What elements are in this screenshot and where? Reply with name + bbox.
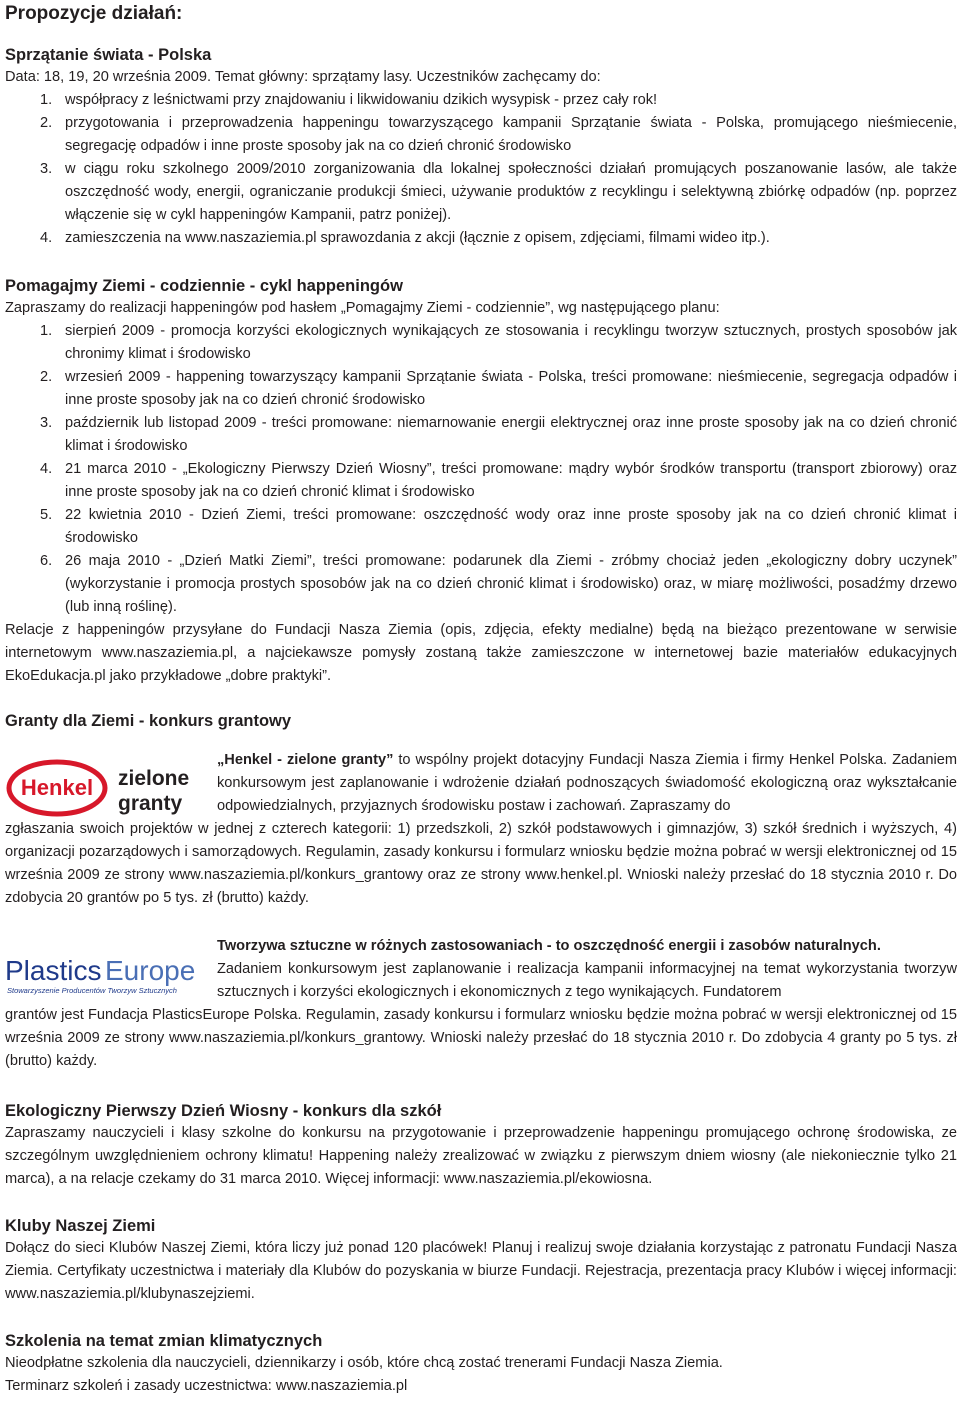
plastics-text-b: grantów jest Fundacja PlasticsEurope Polska. Regulamin, zasady konkursu i formularz wniosku będzie można pobrać w wersji elektronicznej od 15 września 2009 ze strony www.naszaziemia.pl/konkurs_grantowy. Wnioski należy przesłać do 18 stycznia 2010 r. Do zdobycia 4 granty po 5 tys. zł (brutto) każdy. (5, 1007, 957, 1069)
item-text: wrzesień 2009 - happening towarzyszący kampanii Sprzątanie świata - Polska, treści promowane: nieśmiecenie, segregacja odpadów i inne proste sposoby jak na co dzień chronić środowisko (65, 369, 957, 408)
section-intro: Zapraszamy do realizacji happeningów pod hasłem „Pomagajmy Ziemi - codziennie”, wg następującego planu: (5, 300, 720, 316)
numbered-list (5, 320, 957, 619)
plastics-text-a: Zadaniem konkursowym jest zaplanowanie i realizacja kampanii informacyjnej na temat wykorzystania tworzyw sztucznych i korzyści ekologicznych i ekonomicznych z tego wynikających. Fundatorem (217, 961, 957, 1000)
plastics-europe-logo (5, 950, 205, 1000)
item-text: 26 maja 2010 - „Dzień Matki Ziemi”, treści promowane: podarunek dla Ziemi - zróbmy chociaż jeden „ekologiczny dobry uczynek” (wykorzystanie i promocja prostych sposobów jak na co dzień chronić klimat i środowisko) oraz, w miarę możliwości, posadźmy drzewo (lub inną roślinę). (65, 553, 957, 615)
item-number: 1. (40, 92, 53, 108)
section-heading: Szkolenia na temat zmian klimatycznych (5, 1332, 323, 1350)
item-number: 4. (40, 230, 53, 246)
item-number: 6. (40, 553, 53, 569)
item-number: 2. (40, 369, 53, 385)
item-number: 4. (40, 461, 53, 477)
svg-text:Plastics: Plastics (5, 955, 102, 986)
list-item (5, 458, 957, 504)
section-heading: Ekologiczny Pierwszy Dzień Wiosny - konkurs dla szkół (5, 1102, 442, 1120)
section-ekowiosna (5, 1100, 957, 1191)
item-text: zamieszczenia na www.naszaziemia.pl sprawozdania z akcji (łącznie z opisem, zdjęciami, filmami wideo itp.). (65, 230, 770, 246)
henkel-zielone-granty-logo (5, 758, 205, 818)
list-item (5, 89, 957, 112)
item-number: 3. (40, 415, 53, 431)
svg-text:granty: granty (118, 792, 183, 815)
section-heading: Granty dla Ziemi - konkurs grantowy (5, 712, 292, 730)
item-text: sierpień 2009 - promocja korzyści ekologicznych wynikających ze stosowania i recyklingu tworzyw sztucznych, prostych sposobów jak chronimy klimat i środowisko (65, 323, 957, 362)
item-number: 5. (40, 507, 53, 523)
section-heading: Pomagajmy Ziemi - codziennie - cykl happeningów (5, 277, 403, 295)
plastics-europe-logo-icon (5, 950, 205, 1000)
henkel-text-a: to wspólny projekt dotacyjny Fundacji Nasza Ziemia i firmy Henkel Polska. Zadaniem konkursowym jest zaplanowanie i wdrożenie działań podnoszących świadomość ekologiczną oraz wykształcanie odpowiedzialnych, przyjaznych środowisku postaw i zachowań. Zapraszamy do (217, 752, 958, 814)
section-text: Dołącz do sieci Klubów Naszej Ziemi, która liczy już ponad 120 placówek! Planuj i realizuj swoje działania korzystając z patronatu Fundacji Nasza Ziemia. Certyfikaty uczestnictwa i materiały dla Klubów do pozyskania w biurze Fundacji. Rejestracja, prezentacja pracy Klubów i więcej informacji: www.naszaziemia.pl/klubynaszejziemi. (5, 1240, 957, 1302)
list-item (5, 550, 957, 619)
section-granty (5, 710, 957, 1073)
svg-text:Henkel: Henkel (20, 775, 94, 800)
item-text: w ciągu roku szkolnego 2009/2010 zorganizowania dla lokalnej społeczności działań promujących poszanowanie lasów, ale także oszczędność wody, energii, ograniczanie produkcji śmieci, używanie produktów z recyklingu i selektywną zbiórkę odpadów (np. poprzez włączenie się w cykl happeningów Kampanii, patrz poniżej). (65, 161, 957, 223)
section-text-line1: Nieodpłatne szkolenia dla nauczycieli, dziennikarzy i osób, które chcą zostać trenerami Fundacji Nasza Ziemia. (5, 1355, 723, 1371)
section-intro: Data: 18, 19, 20 września 2009. Temat główny: sprzątamy lasy. Uczestników zachęcamy do: (5, 69, 601, 85)
item-text: współpracy z leśnictwami przy znajdowaniu i likwidowaniu dzikich wysypisk - przez cały rok! (65, 92, 658, 108)
section-heading: Sprzątanie świata - Polska (5, 46, 212, 64)
list-item (5, 320, 957, 366)
section-kluby (5, 1215, 957, 1306)
item-text: 22 kwietnia 2010 - Dzień Ziemi, treści promowane: oszczędność wody oraz inne proste sposoby jak na co dzień chronić klimat i środowisko (65, 507, 957, 546)
henkel-lead: „Henkel - zielone granty” (217, 752, 394, 768)
plastics-lead: Tworzywa sztuczne w różnych zastosowaniach - to oszczędność energii i zasobów naturalnych. (217, 938, 881, 954)
section-outro: Relacje z happeningów przysyłane do Fundacji Nasza Ziemia (opis, zdjęcia, efekty medialne) będą na bieżąco prezentowane w serwisie internetowym www.naszaziemia.pl, a najciekawsze pomysły zostaną także zamieszczone w internetowej bazie materiałów edukacyjnych EkoEdukacja.pl jako przykładowe „dobre praktyki”. (5, 622, 957, 684)
document-page (5, 0, 958, 1394)
section-text-line2: Terminarz szkoleń i zasady uczestnictwa: www.naszaziemia.pl (5, 1378, 408, 1394)
item-text: październik lub listopad 2009 - treści promowane: niemarnowanie energii elektrycznej oraz inne proste sposoby jak na co dzień chronić klimat i środowisko (65, 415, 957, 454)
numbered-list (5, 89, 957, 250)
list-item (5, 112, 957, 158)
henkel-logo-icon (5, 758, 205, 818)
henkel-text-b: zgłaszania swoich projektów w jednej z czterech kategorii: 1) przedszkoli, 2) szkół podstawowych i gimnazjów, 3) szkół średnich i wyższych, 4) organizacji pozarządowych i samorządowych. Regulamin, zasady konkursu i formularz wniosku będzie można pobrać w wersji elektronicznej od 15 września 2009 ze strony www.naszaziemia.pl/konkurs_grantowy oraz ze strony www.henkel.pl. Wnioski należy przesłać do 18 stycznia 2010 r. Do zdobycia 20 grantów po 5 tys. zł (brutto) każdy. (5, 821, 957, 906)
section-happeningi (5, 275, 957, 688)
svg-text:zielone: zielone (118, 767, 190, 790)
item-number: 3. (40, 161, 53, 177)
page-title: Propozycje działań: (5, 3, 183, 24)
item-text: przygotowania i przeprowadzenia happeningu towarzyszącego kampanii Sprzątanie świata - Polska, promującego nieśmiecenie, segregację odpadów i inne proste sposoby jak na co dzień chronić środowisko (65, 115, 957, 154)
section-heading: Kluby Naszej Ziemi (5, 1217, 156, 1235)
item-number: 1. (40, 323, 53, 339)
section-text: Zapraszamy nauczycieli i klasy szkolne do konkursu na przygotowanie i przeprowadzenie happeningu promującego ochronę środowiska, ze szczególnym uwzględnieniem ochrony klimatu! Happening należy zrealizować w związku z pierwszym dniem wiosny (ale niekoniecznie tylko 21 marca), a na relacje czekamy do 31 marca 2010. Więcej informacji: www.naszaziemia.pl/ekowiosna. (5, 1125, 957, 1187)
list-item (5, 412, 957, 458)
list-item (5, 366, 957, 412)
list-item (5, 158, 957, 227)
svg-text:Europe: Europe (105, 955, 196, 986)
svg-text:Stowarzyszenie Producentów Two: Stowarzyszenie Producentów Tworzyw Sztucznych (7, 986, 177, 995)
section-szkolenia (5, 1330, 957, 1398)
item-number: 2. (40, 115, 53, 131)
list-item (5, 227, 957, 250)
item-text: 21 marca 2010 - „Ekologiczny Pierwszy Dzień Wiosny”, treści promowane: mądry wybór środków transportu (transport zbiorowy) oraz inne proste sposoby jak na co dzień chronić klimat i środowisko (65, 461, 957, 500)
section-sprzatanie (5, 44, 957, 250)
list-item (5, 504, 957, 550)
